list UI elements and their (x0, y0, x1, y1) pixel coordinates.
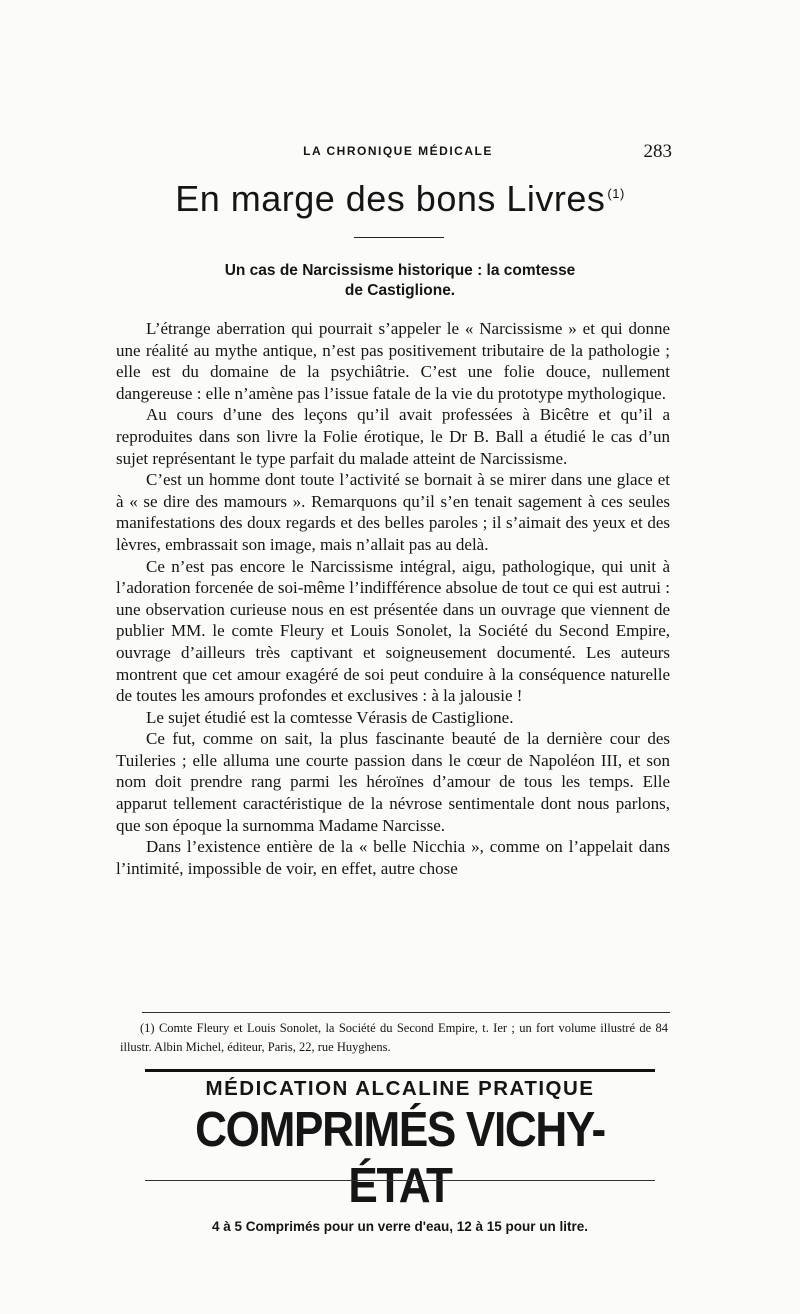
footnote-reference: (1) (607, 186, 625, 201)
paragraph: L’étrange aberration qui pourrait s’appeler le « Narcissisme » et qui donne une réalité au mythe antique, n’est pas positivement tributaire de la pathologie ; elle est du domaine de la psychiâtrie. C’est une folie douce, nullement dangereuse : elle n’amène pas l’issue fatale de la vie du prototype mythologique. (116, 319, 670, 403)
subtitle-line: de Castiglione. (344, 282, 456, 299)
article-subtitle (130, 261, 670, 301)
footnote-mark: (1) (140, 1021, 155, 1035)
article-title (100, 178, 700, 220)
article-body (116, 318, 670, 879)
footnote (120, 1019, 668, 1057)
paragraph: Ce n’est pas encore le Narcissisme intégral, aigu, pathologique, qui unit à l’adoration forcenée de soi-même l’indifférence absolue de tout ce qui est autrui : une observation curieuse nous en est présentée dans un ouvrage que viennent de publier MM. le comte Fleury et Louis Sonolet, la Société du Second Empire, ouvrage d’ailleurs très captivant et soigneusement documenté. Les auteurs montrent que cet amour exagéré de soi peut conduire à la conséquence naturelle de toutes les amours profondes et exclusives : à la jalousie ! (116, 556, 670, 706)
advertisement-bottom-rule (145, 1180, 655, 1181)
paragraph: Le sujet étudié est la comtesse Vérasis de Castiglione. (146, 707, 514, 727)
footnote-divider (142, 1012, 670, 1013)
paragraph: Dans l’existence entière de la « belle Nicchia », comme on l’appelait dans l’intimité, impossible de voir, en effet, autre chose (116, 837, 670, 878)
running-title: LA CHRONIQUE MÉDICALE (303, 144, 493, 158)
paragraph: Au cours d’une des leçons qu’il avait professées à Bicêtre et qu’il a reproduites dans son livre la Folie érotique, le Dr B. Ball a étudié le cas d’un sujet représentant le type parfait du malade atteint de Narcissisme. (116, 405, 670, 468)
advertisement (120, 1076, 680, 1237)
footnote-text: Comte Fleury et Louis Sonolet, la Société du Second Empire, t. Ier ; un fort volume illustré de 84 illustr. Albin Michel, éditeur, Paris, 22, rue Huyghens. (120, 1021, 669, 1054)
article-title-text: En marge des bons Livres (175, 178, 606, 219)
subtitle-line: Un cas de Narcissisme historique : la comtesse (224, 262, 576, 279)
advertisement-headline: MÉDICATION ALCALINE PRATIQUE (205, 1077, 595, 1100)
page-number: 283 (643, 141, 672, 162)
advertisement-dosage: 4 à 5 Comprimés pour un verre d'eau, 12 à 15 pour un litre. (211, 1219, 589, 1234)
paragraph: Ce fut, comme on sait, la plus fascinante beauté de la dernière cour des Tuileries ; elle alluma une courte passion dans le cœur de Napoléon III, et son nom doit prendre rang parmi les héroïnes d’amour de tous les temps. Elle apparut tellement caractéristique de la névrose sentimentale dont nous parlons, que son époque la surnomma Madame Narcisse. (116, 729, 670, 835)
advertisement-product: COMPRIMÉS VICHY-ÉTAT (195, 1103, 605, 1213)
running-head (118, 141, 678, 163)
advertisement-top-rule (145, 1069, 655, 1072)
title-divider (354, 237, 444, 238)
paragraph: C’est un homme dont toute l’activité se bornait à se mirer dans une glace et à « se dire des mamours ». Remarquons qu’il s’en tenait sagement à ces seules manifestations des doux regards et des belles paroles ; il s’aimait des yeux et des lèvres, embrassait son image, mais n’allait pas au delà. (116, 470, 670, 554)
